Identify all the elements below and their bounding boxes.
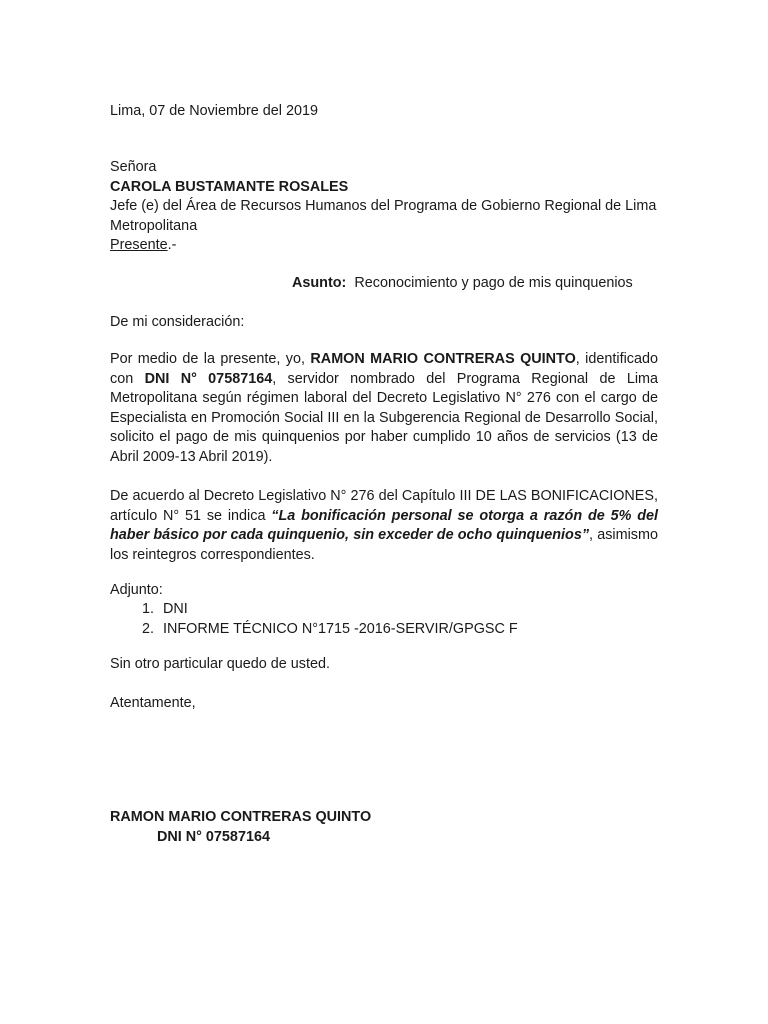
paragraph1-name: RAMON MARIO CONTRERAS QUINTO xyxy=(310,351,576,367)
list-item-number: 2. xyxy=(141,620,154,637)
closing-line: Sin otro particular quedo de usted. xyxy=(110,656,330,672)
farewell: Atentamente, xyxy=(110,695,196,711)
recipient-position-line1: Jefe (e) del Área de Recursos Humanos del Programa de Gobierno Regional de Lima xyxy=(110,198,657,214)
attachments-label: Adjunto: xyxy=(110,582,163,598)
list-item-number: 1. xyxy=(141,601,154,617)
paragraph2-quote: “La bonificación personal se otorga a razón de 5% del haber básico por cada quinquenio, sin exceder de ocho quinquenios” xyxy=(110,507,658,543)
paragraph1-part1: Por medio de la presente, yo, xyxy=(110,351,311,367)
paragraph1-dni: DNI N° 07587164 xyxy=(144,370,273,387)
paragraph-legal xyxy=(110,487,658,565)
attachments-list xyxy=(134,600,654,639)
paragraph2-part1: De acuerdo al Decreto Legislativo N° 276 del Capítulo III DE LAS BONIFICACIONES, artículo N° 51 se indica xyxy=(110,488,658,524)
subject-line xyxy=(292,274,672,294)
paragraph-request xyxy=(110,350,658,467)
list-item-text: INFORME TÉCNICO N°1715 -2016-SERVIR/GPGSC F xyxy=(163,620,518,637)
list-item-text: DNI xyxy=(163,601,188,617)
presente-word: Presente xyxy=(110,237,168,253)
list-item xyxy=(134,600,654,620)
paragraph1-part3: , servidor nombrado del Programa Regional de Lima Metropolitana según régimen laboral del Decreto Legislativo N° 276 con el cargo de Especialista en Promoción Social III en la Subgerencia Regional de Desarrollo Social, solicito el pago de mis quinquenios por haber cumplido 10 años de servicios (13 de Abril 2009-13 Abril 2019). xyxy=(110,370,659,465)
signature-dni: DNI N° 07587164 xyxy=(157,829,270,845)
place-date: Lima, 07 de Noviembre del 2019 xyxy=(110,103,318,119)
recipient-name: CAROLA BUSTAMANTE ROSALES xyxy=(110,178,349,195)
presente-line xyxy=(110,236,658,256)
subject-text: Reconocimiento y pago de mis quinquenios xyxy=(354,275,633,291)
paragraph2-part2: , asimismo los reintegros correspondientes. xyxy=(110,527,658,563)
list-item xyxy=(134,620,654,640)
paragraph1-part2: , identificado con xyxy=(110,351,658,387)
recipient-block xyxy=(110,158,658,256)
signature-name: RAMON MARIO CONTRERAS QUINTO xyxy=(110,809,372,825)
subject-label: Asunto: xyxy=(292,275,347,291)
greeting: De mi consideración: xyxy=(110,314,245,330)
recipient-salutation: Señora xyxy=(110,159,157,175)
presente-suffix: .- xyxy=(167,237,177,253)
recipient-position-line2: Metropolitana xyxy=(110,217,198,234)
